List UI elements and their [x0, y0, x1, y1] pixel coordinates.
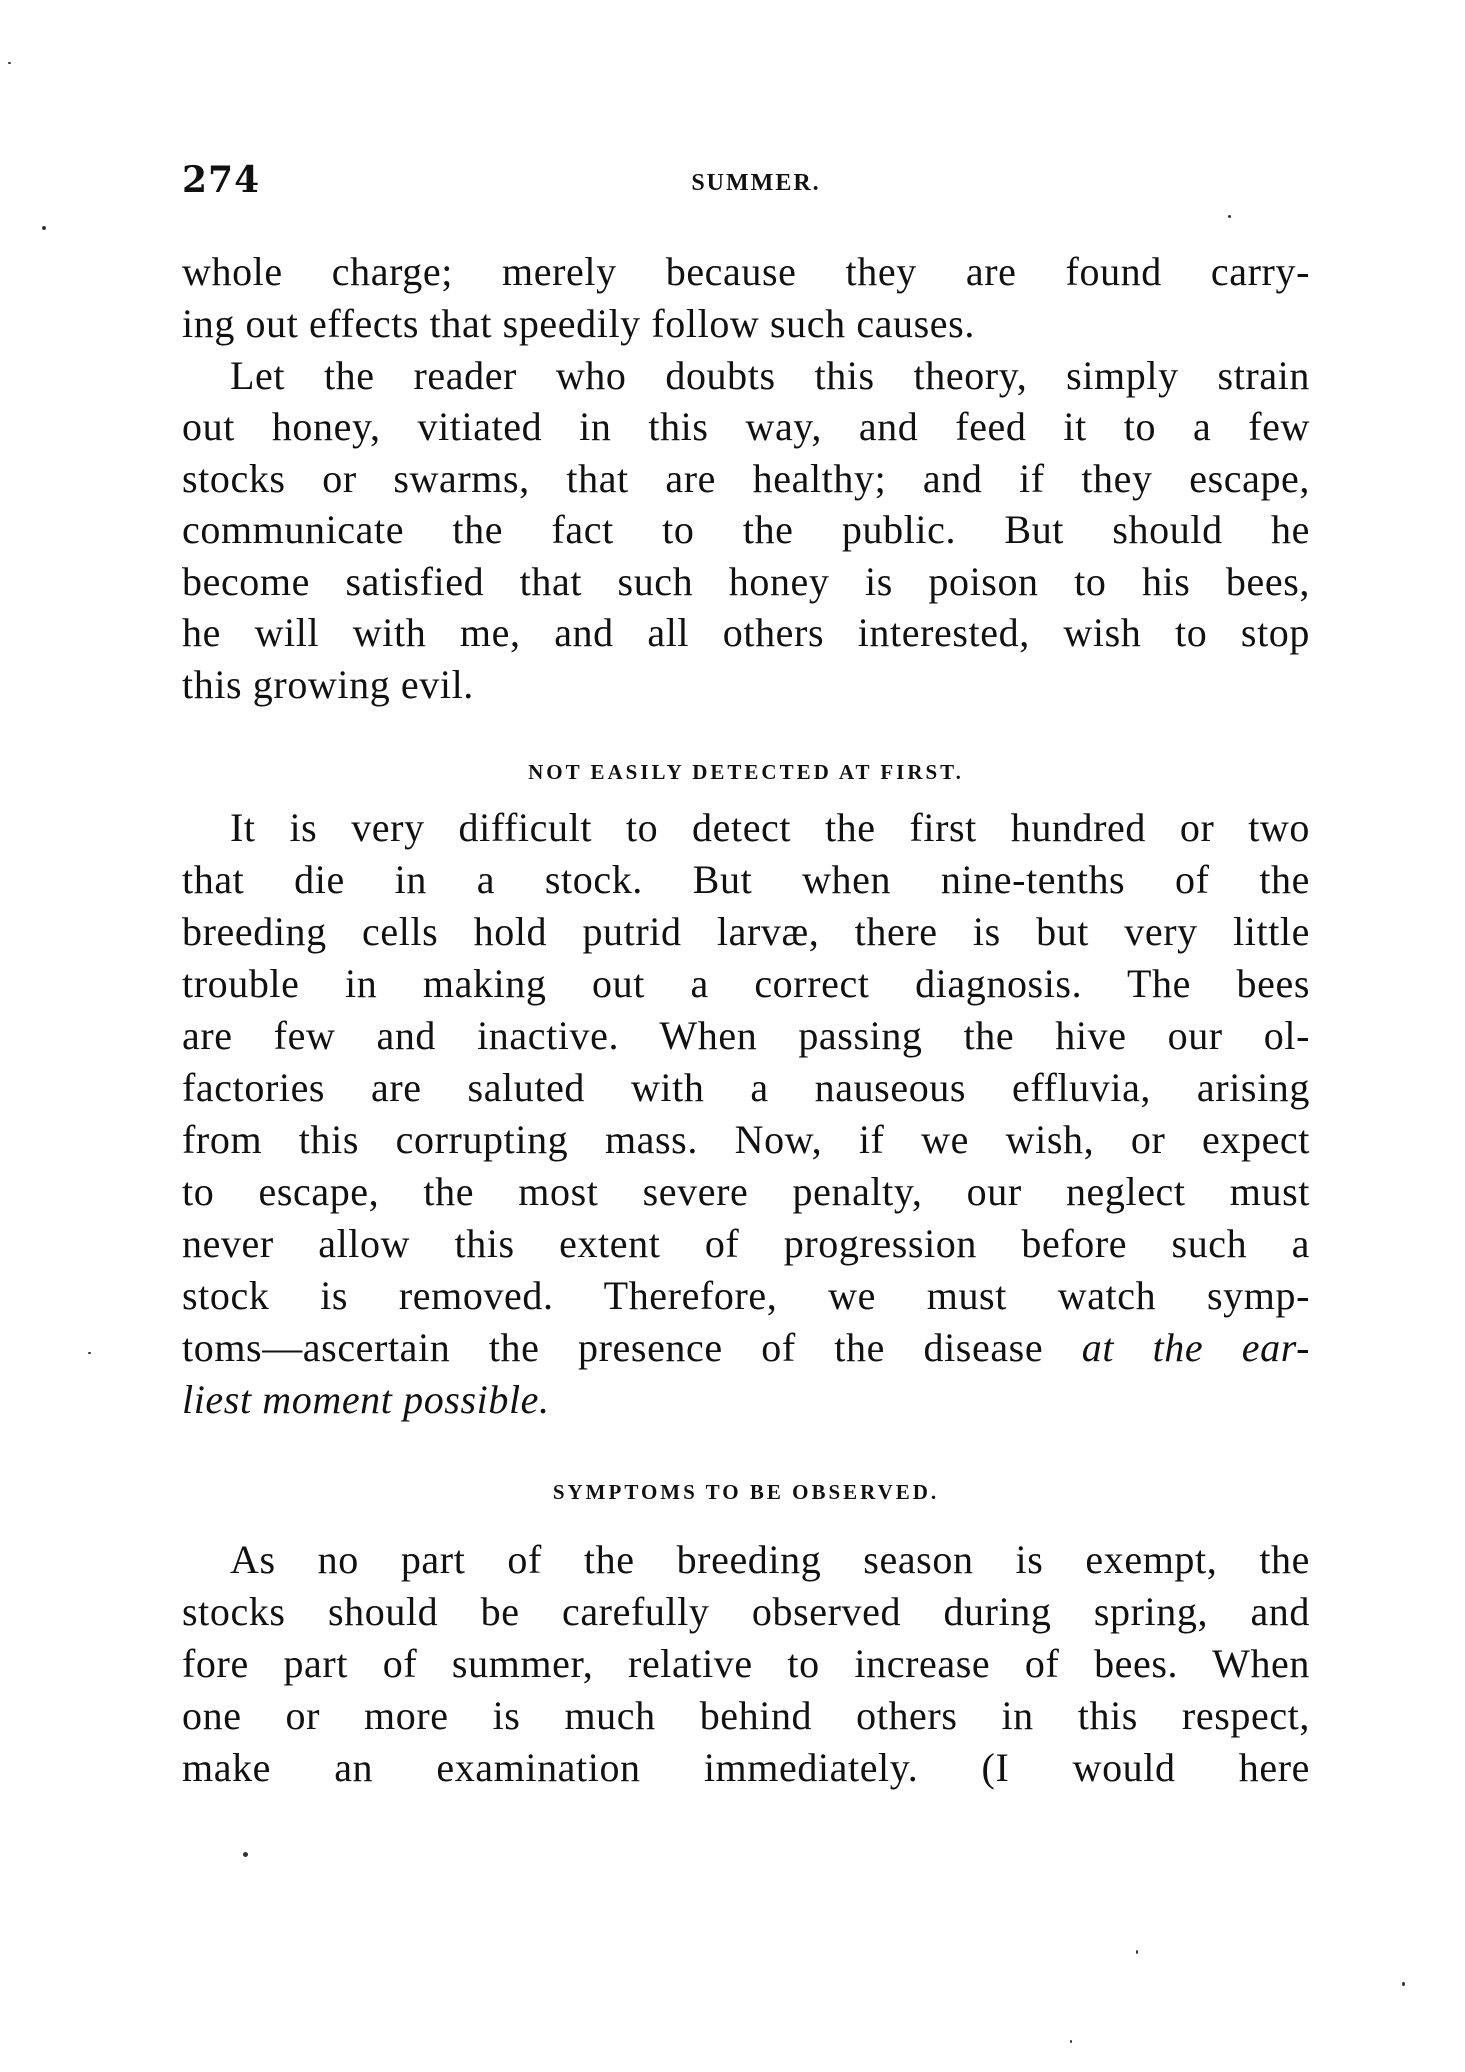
text-line: trouble in making out a correct diagnosis. The bees: [182, 961, 1310, 1006]
scan-speck: [1228, 215, 1231, 218]
text-line: out honey, vitiated in this way, and feed it to a few: [182, 404, 1310, 449]
text-line: As no part of the breeding season is exempt, the: [230, 1537, 1310, 1582]
text-line: to escape, the most severe penalty, our neglect must: [182, 1169, 1310, 1214]
scan-speck: [42, 226, 46, 230]
text-line: become satisfied that such honey is poison to his bees,: [182, 559, 1310, 604]
text-italic: at the ear-: [1081, 1325, 1311, 1370]
scan-speck: [1070, 2040, 1072, 2043]
text-line: that die in a stock. But when nine-tenths of the: [182, 857, 1310, 902]
scan-speck: [88, 1352, 91, 1354]
text-line: he will with me, and all others interested, wish to stop: [182, 610, 1310, 655]
scan-speck: [243, 1852, 248, 1857]
scan-speck: [1402, 1982, 1405, 1986]
section-heading: NOT EASILY DETECTED AT FIRST.: [528, 760, 964, 784]
text-line: Let the reader who doubts this theory, simply strain: [230, 353, 1310, 398]
text-line: whole charge; merely because they are found carry-: [182, 249, 1310, 294]
text-line: stocks should be carefully observed during spring, and: [182, 1589, 1310, 1634]
text-line: breeding cells hold putrid larvæ, there is but very little: [182, 909, 1310, 954]
section-heading: SYMPTOMS TO BE OBSERVED.: [552, 1480, 940, 1504]
scan-speck: [8, 62, 11, 64]
text-line: stocks or swarms, that are healthy; and if they escape,: [182, 456, 1310, 501]
scan-speck: [1136, 1950, 1138, 1954]
text-line: are few and inactive. When passing the hive our ol-: [182, 1013, 1310, 1058]
text-line: It is very difficult to detect the first hundred or two: [230, 805, 1310, 850]
page-number: 274: [182, 159, 261, 201]
running-head: [182, 158, 1310, 208]
running-title: SUMMER.: [691, 170, 821, 196]
text-line: from this corrupting mass. Now, if we wish, or expect: [182, 1117, 1310, 1162]
text-line: ing out effects that speedily follow such causes.: [182, 301, 975, 346]
text-line: communicate the fact to the public. But should he: [182, 507, 1310, 552]
text-line: [182, 1374, 1310, 1426]
text-line: make an examination immediately. (I would here: [182, 1745, 1310, 1790]
text-roman: toms—ascertain the presence of the disease: [182, 1325, 1082, 1370]
text-line: stock is removed. Therefore, we must watch symp-: [182, 1273, 1310, 1318]
text-line: factories are saluted with a nauseous effluvia, arising: [182, 1065, 1310, 1110]
text-line: this growing evil.: [182, 662, 474, 707]
text-italic: liest moment possible.: [182, 1377, 550, 1422]
text-line: [182, 1322, 1310, 1374]
text-line: one or more is much behind others in this respect,: [182, 1693, 1310, 1738]
text-line: never allow this extent of progression before such a: [182, 1221, 1310, 1266]
text-line: fore part of summer, relative to increase of bees. When: [182, 1641, 1310, 1686]
